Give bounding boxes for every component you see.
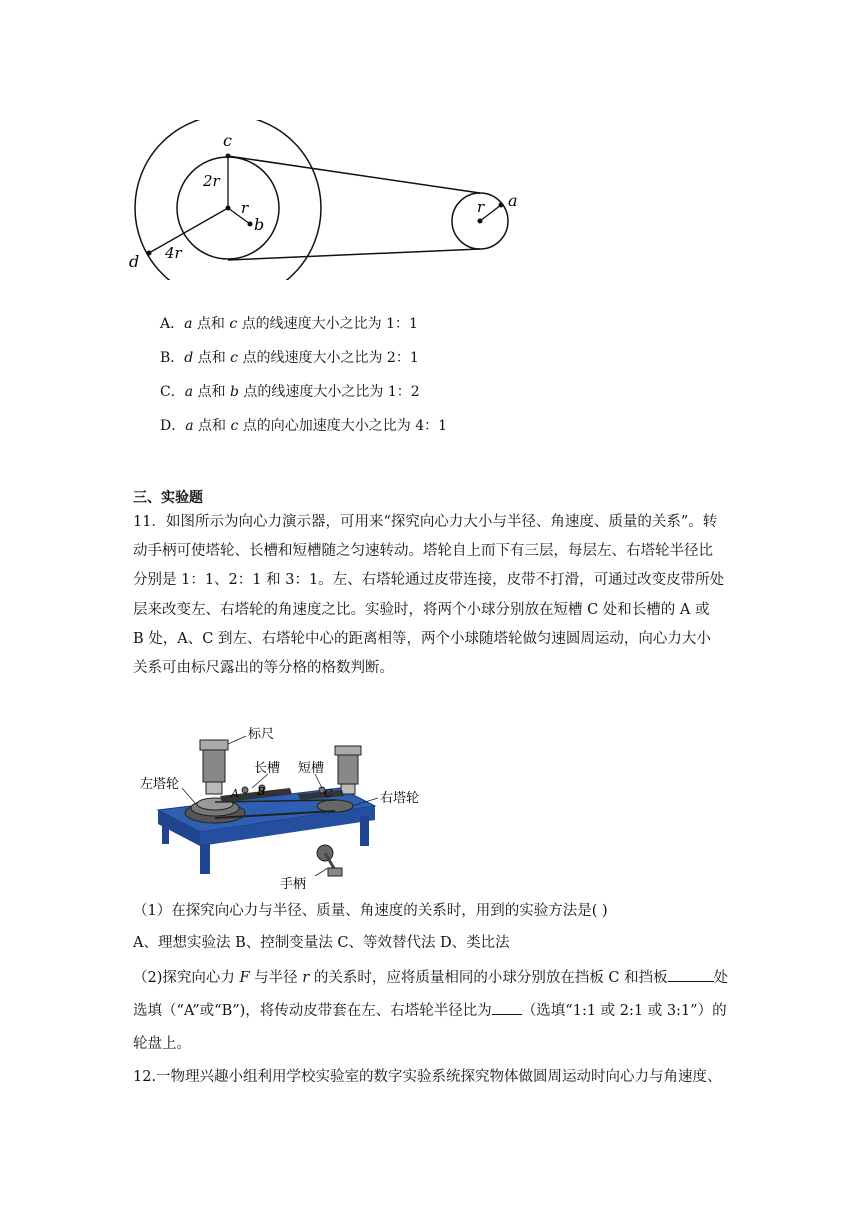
label-c: c: [223, 131, 232, 150]
q11-sub2-line2: 选填（“A”或“B”)，将传动皮带套在左、右塔轮半径比为 （选填“1:1 或 2:1 或 3:1”）的: [133, 997, 733, 1027]
label-ruler: 标尺: [248, 727, 275, 742]
q11-line-2: 动手柄可使塔轮、长槽和短槽随之匀速转动。塔轮自上而下有三层，每层左、右塔轮半径比: [133, 543, 713, 559]
label-right-wheel: 右塔轮: [380, 791, 420, 806]
q11-line-3: 分别是 1：1、2：1 和 3：1。左、右塔轮通过皮带连接，皮带不打滑，可通过改变皮带所处: [133, 572, 725, 588]
q11-sub1: （1）在探究向心力与半径、质量、角速度的关系时，用到的实验方法是( ): [133, 903, 608, 919]
label-slot-b: B: [257, 785, 266, 798]
label-d: d: [129, 252, 140, 271]
label-r: r: [241, 199, 249, 217]
q11-line-6: 关系可由标尺露出的等分格的格数判断。: [133, 660, 394, 676]
q11-line-1: 11．如图所示为向心力演示器，可用来“探究向心力大小与半径、角速度、质量的关系”。转: [133, 514, 718, 530]
option-d: D．a 点和 c 点的向心加速度大小之比为 4：1: [160, 418, 448, 434]
option-b: B．d 点和 c 点的线速度大小之比为 2：1: [160, 350, 419, 366]
q11-line-5: B 处，A、C 到左、右塔轮中心的距离相等，两个小球随塔轮做匀速圆周运动，向心力大小: [133, 631, 711, 647]
label-handle: 手柄: [280, 877, 307, 892]
label-left-wheel: 左塔轮: [140, 777, 180, 792]
label-slot-a: A: [231, 787, 239, 800]
question-11-text: [133, 508, 733, 688]
answer-blank-ratio[interactable]: [492, 1000, 522, 1015]
q11-sub2-line1: （2)探究向心力 F 与半径 r 的关系时，应将质量相同的小球分别放在挡板 C 和挡板 处: [133, 964, 733, 994]
label-r-a: r: [477, 198, 485, 216]
question-12-text: 12.一物理兴趣小组利用学校实验室的数字实验系统探究物体做圆周运动时向心力与角速度、: [133, 1069, 722, 1085]
pulley-diagram: [125, 120, 535, 280]
label-2r: 2r: [203, 172, 220, 190]
option-a: A．a 点和 c 点的线速度大小之比为 1：1: [160, 316, 418, 332]
label-b: b: [254, 215, 265, 234]
label-long-slot: 长槽: [254, 761, 281, 776]
q11-sub2-line3: 轮盘上。: [133, 1036, 191, 1052]
label-short-slot: 短槽: [298, 761, 325, 776]
label-4r: 4r: [165, 244, 182, 262]
section-title: 三、实验题: [133, 490, 203, 506]
apparatus-figure: [130, 718, 450, 893]
answer-blank-baffle[interactable]: [668, 967, 714, 982]
q11-line-4: 层来改变左、右塔轮的角速度之比。实验时，将两个小球分别放在短槽 C 处和长槽的 A 或: [133, 602, 710, 618]
label-a: a: [508, 191, 518, 210]
label-slot-c: C: [324, 787, 333, 800]
q11-sub1-choices: A、理想实验法 B、控制变量法 C、等效替代法 D、类比法: [133, 935, 510, 951]
option-c: C．a 点和 b 点的线速度大小之比为 1：2: [160, 384, 420, 400]
